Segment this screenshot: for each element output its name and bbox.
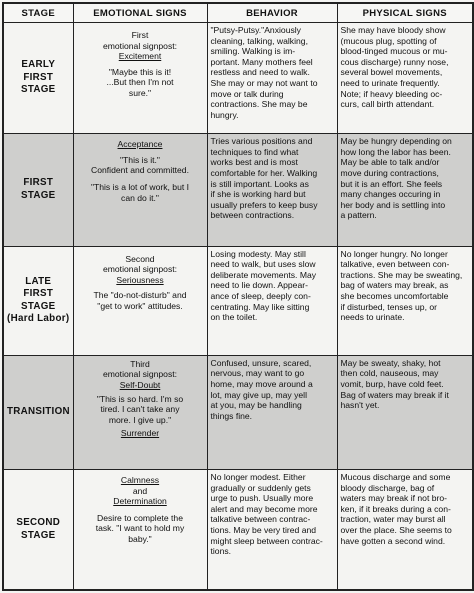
text-line: waters may break if not bro- — [340, 493, 448, 504]
text-line: ken, if it breaks during a con- — [340, 503, 451, 514]
text-line: "get to work" attitudes. — [97, 300, 183, 311]
stage-line: FIRST — [23, 177, 54, 189]
quote-line: task. "I want to hold my — [95, 523, 185, 534]
stage-line: FIRST — [23, 71, 54, 83]
text-line: The "do-not-disturb" and — [93, 290, 187, 301]
text-line: centrating. May like sitting — [210, 301, 310, 312]
text-line: and — [132, 485, 148, 496]
quote-line: "This is a lot of work, but I — [90, 182, 190, 193]
text-line: urge to push. Usually more — [210, 493, 314, 504]
text-line: Mucous discharge and some — [340, 472, 451, 483]
text-line: at you, may be handling — [210, 400, 302, 411]
text-line: home, may move around a — [210, 378, 313, 389]
text-line: nervous, may want to go — [210, 368, 305, 379]
text-line: (mucous plug, spotting of — [340, 35, 437, 46]
text-line: hasn't yet. — [340, 400, 380, 411]
text-line: have gotten a second wind. — [340, 535, 446, 546]
behavior-cell — [207, 246, 337, 355]
header-row — [3, 3, 473, 23]
text-line: cleaning, talking, walking, — [210, 35, 308, 46]
quote-line: can do it." — [121, 192, 159, 203]
text-line: Losing modesty. May still — [210, 248, 306, 259]
text-line: usually prefers to keep busy — [210, 199, 318, 210]
quote-line: ...But then I'm not — [106, 77, 174, 88]
text-line: comfortable for her. Walking — [210, 168, 318, 179]
text-line: portant. Many mothers feel — [210, 56, 313, 67]
behavior-cell — [207, 23, 337, 134]
text-line: No longer hungry. No longer — [340, 248, 448, 259]
signpost-title: Excitement — [118, 51, 162, 62]
behavior-cell — [207, 470, 337, 590]
emotional-signs-cell — [73, 470, 207, 590]
text-line: May be able to talk and/or — [340, 157, 440, 168]
text-line: deliberate movements. May — [210, 269, 317, 280]
text-line: tions. May be very tired and — [210, 525, 317, 536]
text-line: need to urinate frequently. — [340, 77, 440, 88]
text-line: talkative, even between con- — [340, 259, 450, 270]
text-line: "Putsy-Putsy."Anxiously — [210, 25, 301, 35]
row-late-first-stage — [3, 246, 473, 355]
row-first-stage — [3, 134, 473, 246]
text-line: She may or may not want to — [210, 77, 318, 88]
stage-line: FIRST — [23, 288, 54, 300]
text-line: things fine. — [210, 410, 253, 421]
text-line: move during contractions, — [340, 168, 439, 179]
text-line: between contractions. — [210, 210, 295, 221]
text-line: over the place. She seems to — [340, 525, 452, 536]
signpost-number: Third — [130, 358, 150, 369]
stage-line: STAGE — [20, 300, 56, 312]
stage-line: STAGE — [20, 84, 56, 96]
stage-cell — [3, 355, 73, 469]
quote-line: sure." — [128, 87, 152, 98]
signpost-title: Determination — [113, 496, 167, 507]
text-line: need to walk, but uses slow — [210, 259, 316, 270]
text-line: several bowel movements, — [340, 67, 443, 78]
behavior-cell — [207, 134, 337, 246]
text-line: blood-tinged mucous or mu- — [340, 46, 448, 57]
quote-line: "Maybe this is it! — [108, 66, 172, 77]
text-line: bloody discharge, bag of — [340, 482, 435, 493]
stage-line: EARLY — [21, 59, 56, 71]
text-line: May be sweaty, shaky, hot — [340, 357, 441, 368]
quote-line: more. I give up." — [108, 414, 172, 425]
emotional-signs-cell — [73, 23, 207, 134]
physical-signs-cell — [337, 355, 473, 469]
stage-line: STAGE — [20, 529, 56, 541]
signpost-number: Second — [125, 253, 155, 264]
header-stage: STAGE — [3, 3, 73, 23]
text-line: May be hungry depending on — [340, 136, 452, 147]
row-transition — [3, 355, 473, 469]
signpost-caption: emotional signpost: — [102, 264, 178, 275]
text-line: smiling. Walking is im- — [210, 46, 296, 57]
text-line: is still important. Looks as — [210, 178, 309, 189]
signpost-title: Seriousness — [116, 274, 164, 285]
header-physical-signs: PHYSICAL SIGNS — [337, 3, 473, 23]
text-line: needs to urinate. — [340, 312, 405, 323]
stage-line: LATE — [25, 275, 52, 287]
physical-signs-cell — [337, 134, 473, 246]
quote-line: baby." — [128, 534, 152, 545]
physical-signs-cell — [337, 246, 473, 355]
signpost-caption: emotional signpost: — [102, 40, 178, 51]
text-line: if disturbed, tenses up, or — [340, 301, 437, 312]
text-line: techniques to find what — [210, 146, 299, 157]
stage-cell — [3, 23, 73, 134]
stage-line: SECOND — [16, 517, 61, 529]
text-line: ance of sleep, deeply con- — [210, 290, 311, 301]
text-line: restless and need to walk. — [210, 67, 310, 78]
quote-line: "This is so hard. I'm so — [96, 393, 184, 404]
signpost-caption: emotional signpost: — [102, 369, 178, 380]
header-behavior: BEHAVIOR — [207, 3, 337, 23]
text-line: on the toilet. — [210, 312, 258, 323]
text-line: Tries various positions and — [210, 136, 313, 147]
text-line: a pattern. — [340, 210, 377, 221]
signpost-title: Self-Doubt — [119, 379, 161, 390]
text-line: might sleep between contrac- — [210, 535, 323, 546]
physical-signs-cell — [337, 23, 473, 134]
stage-line: TRANSITION — [7, 406, 70, 418]
text-line: Desire to complete the — [97, 512, 183, 523]
text-line: move or talk during — [210, 88, 284, 99]
text-line: many changes occuring in — [340, 189, 441, 200]
text-line: but it is an effort. She feels — [340, 178, 443, 189]
quote-line: tired. I can't take any — [100, 404, 180, 415]
text-line: Confident and committed. — [91, 165, 189, 176]
surrender-label: Surrender — [120, 428, 160, 439]
row-second-stage — [3, 470, 473, 590]
stage-cell — [3, 470, 73, 590]
text-line: She may have bloody show — [340, 25, 446, 35]
text-line: No longer modest. Either — [210, 472, 306, 483]
signpost-title: Acceptance — [117, 139, 163, 150]
quote-line: "This is it." — [119, 154, 160, 165]
text-line: lot, may give up, may yell — [210, 389, 307, 400]
physical-signs-cell — [337, 470, 473, 590]
text-line: cous discharge) runny nose, — [340, 56, 449, 67]
emotional-signs-cell — [73, 355, 207, 469]
emotional-signs-cell — [73, 134, 207, 246]
text-line: her body and is settling into — [340, 199, 446, 210]
row-early-first-stage — [3, 23, 473, 134]
text-line: need to lie down. Appear- — [210, 280, 308, 291]
signpost-title: Calmness — [120, 475, 160, 486]
emotional-signs-cell — [73, 246, 207, 355]
signpost-number: First — [131, 30, 149, 40]
text-line: then cold, nauseous, may — [340, 368, 439, 379]
text-line: contractions. She may be — [210, 99, 308, 110]
text-line: tions. — [210, 546, 232, 557]
text-line: Bag of waters may break if it — [340, 389, 449, 400]
text-line: curs, call birth attendant. — [340, 99, 435, 110]
text-line: bag of waters may break, as — [340, 280, 449, 291]
text-line: hungry. — [210, 109, 239, 120]
text-line: tractions. She may be sweating, — [340, 269, 463, 280]
text-line: talkative between contrac- — [210, 514, 311, 525]
text-line: traction, water may burst all — [340, 514, 446, 525]
text-line: vomit, burp, have cold feet. — [340, 378, 444, 389]
text-line: alert and may become more — [210, 503, 318, 514]
labor-stages-table — [2, 2, 474, 591]
text-line: if she is working hard but — [210, 189, 306, 200]
header-emotional-signs: EMOTIONAL SIGNS — [73, 3, 207, 23]
text-line: she becomes uncomfortable — [340, 290, 449, 301]
text-line: works best and is most — [210, 157, 298, 168]
stage-line: (Hard Labor) — [7, 313, 70, 325]
text-line: Confused, unsure, scared, — [210, 357, 312, 368]
stage-cell — [3, 134, 73, 246]
stage-cell — [3, 246, 73, 355]
text-line: Note; if heavy bleeding oc- — [340, 88, 443, 99]
text-line: how long the labor has been. — [340, 146, 451, 157]
stage-line: STAGE — [20, 189, 56, 201]
behavior-cell — [207, 355, 337, 469]
text-line: gradually or suddenly gets — [210, 482, 311, 493]
